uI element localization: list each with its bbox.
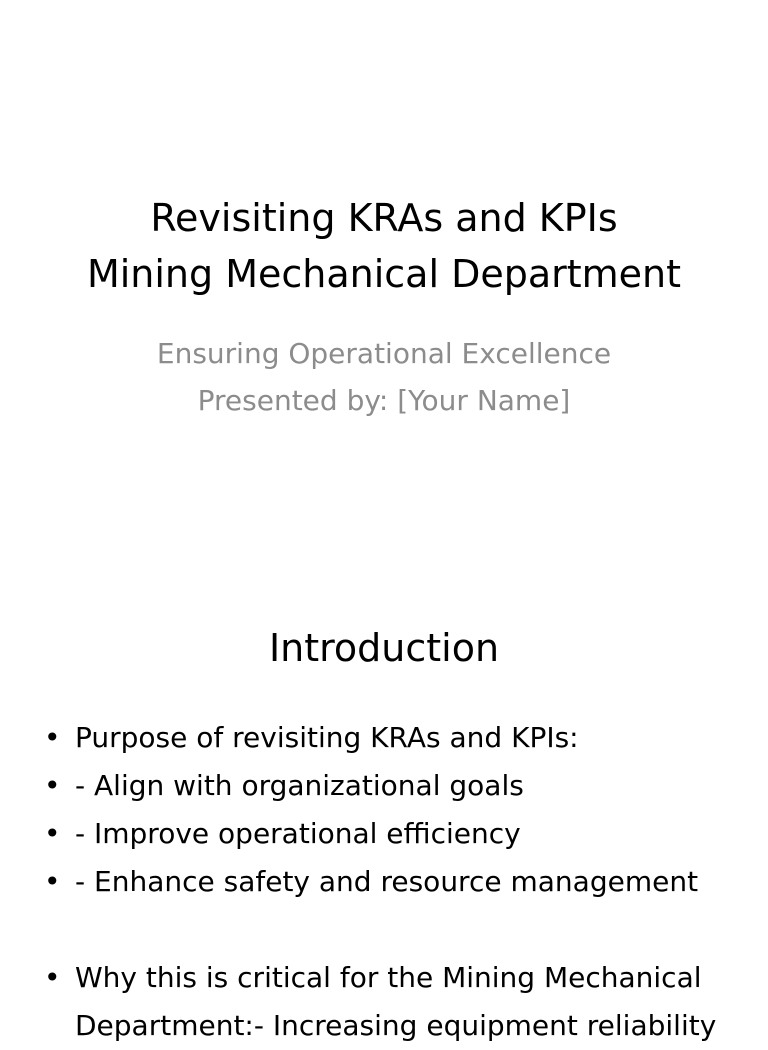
title-line-2: Mining Mechanical Department bbox=[86, 252, 682, 296]
list-item bbox=[44, 714, 764, 762]
bullet-list bbox=[44, 714, 764, 1050]
bullet-icon: • bbox=[44, 961, 61, 994]
introduction-slide bbox=[0, 576, 768, 1042]
bullet-icon: • bbox=[44, 865, 61, 898]
slide-heading: Introduction bbox=[268, 626, 500, 670]
bullet-text: Purpose of revisiting KRAs and KPIs: bbox=[75, 721, 579, 754]
bullet-icon: • bbox=[44, 769, 61, 802]
subtitle-line-1: Ensuring Operational Excellence bbox=[156, 337, 612, 370]
bullet-text: - Enhance safety and resource management bbox=[75, 865, 699, 898]
subtitle-line-2: Presented by: [Your Name] bbox=[197, 384, 571, 417]
list-item bbox=[44, 762, 764, 810]
bullet-icon: • bbox=[44, 817, 61, 850]
bullet-text: - Align with organizational goals bbox=[75, 769, 524, 802]
bullet-icon: • bbox=[44, 721, 61, 754]
slide-title bbox=[0, 190, 768, 302]
bullet-text: Why this is critical for the Mining Mechanical Department:- Increasing equipment reliability bbox=[75, 961, 717, 1042]
list-item bbox=[44, 858, 764, 906]
list-item bbox=[44, 954, 764, 1050]
title-line-1: Revisiting KRAs and KPIs bbox=[150, 196, 618, 240]
slide-subtitle bbox=[0, 330, 768, 424]
list-item bbox=[44, 810, 764, 858]
bullet-text: - Improve operational efficiency bbox=[75, 817, 521, 850]
